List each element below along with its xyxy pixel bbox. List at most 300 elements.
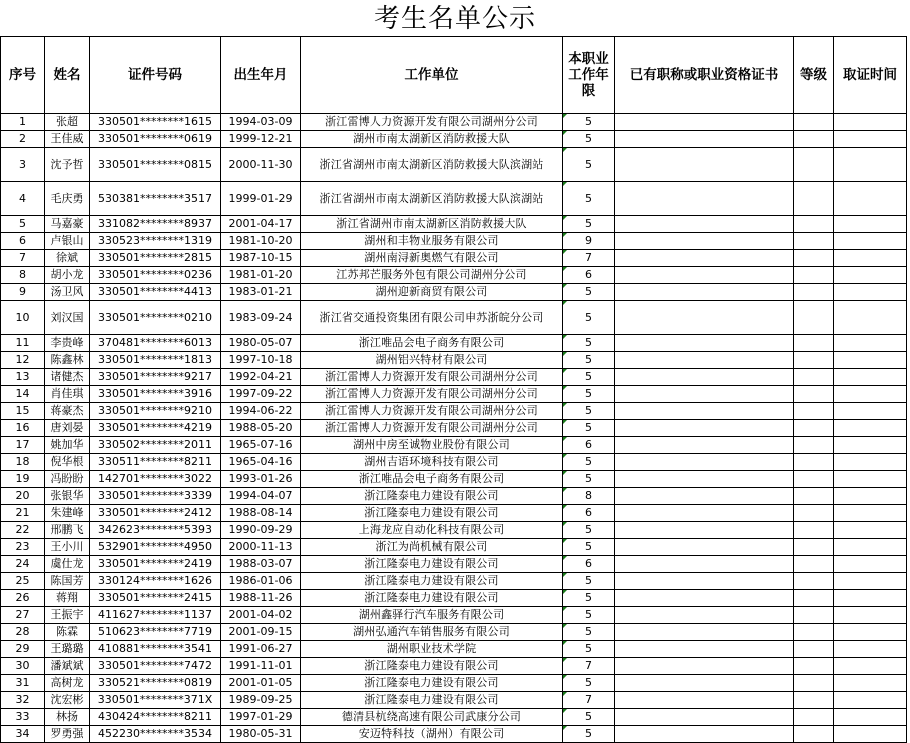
cell-unit[interactable]: 浙江省湖州市南太湖新区消防救援大队滨湖站: [301, 148, 563, 182]
cell-birth[interactable]: 1988-11-26: [221, 590, 301, 607]
cell-cert[interactable]: [615, 182, 794, 216]
cell-grade[interactable]: [794, 692, 834, 709]
cell-cert[interactable]: [615, 454, 794, 471]
cell-unit[interactable]: 浙江雷博人力资源开发有限公司湖州分公司: [301, 403, 563, 420]
cell-name[interactable]: 王小川: [45, 539, 90, 556]
cell-years[interactable]: 5: [563, 182, 615, 216]
cell-grade[interactable]: [794, 301, 834, 335]
cell-seq[interactable]: 11: [1, 335, 45, 352]
cell-name[interactable]: 张银华: [45, 488, 90, 505]
cell-id[interactable]: 530381********3517: [90, 182, 221, 216]
cell-grade[interactable]: [794, 709, 834, 726]
cell-cert-time[interactable]: [834, 420, 907, 437]
cell-cert[interactable]: [615, 369, 794, 386]
cell-birth[interactable]: 2000-11-30: [221, 148, 301, 182]
cell-seq[interactable]: 2: [1, 131, 45, 148]
cell-birth[interactable]: 1988-03-07: [221, 556, 301, 573]
cell-years[interactable]: 5: [563, 641, 615, 658]
cell-birth[interactable]: 1981-10-20: [221, 233, 301, 250]
cell-seq[interactable]: 15: [1, 403, 45, 420]
cell-birth[interactable]: 1994-06-22: [221, 403, 301, 420]
cell-seq[interactable]: 29: [1, 641, 45, 658]
cell-name[interactable]: 林扬: [45, 709, 90, 726]
cell-seq[interactable]: 18: [1, 454, 45, 471]
cell-grade[interactable]: [794, 641, 834, 658]
cell-unit[interactable]: 浙江隆泰电力建设有限公司: [301, 505, 563, 522]
cell-id[interactable]: 330501********4219: [90, 420, 221, 437]
header-years[interactable]: 本职业工作年限: [563, 37, 615, 114]
cell-grade[interactable]: [794, 284, 834, 301]
cell-id[interactable]: 411627********1137: [90, 607, 221, 624]
cell-id[interactable]: 331082********8937: [90, 216, 221, 233]
header-id[interactable]: 证件号码: [90, 37, 221, 114]
cell-cert-time[interactable]: [834, 233, 907, 250]
cell-id[interactable]: 510623********7719: [90, 624, 221, 641]
cell-grade[interactable]: [794, 335, 834, 352]
cell-grade[interactable]: [794, 233, 834, 250]
cell-name[interactable]: 毛庆勇: [45, 182, 90, 216]
cell-cert-time[interactable]: [834, 709, 907, 726]
cell-grade[interactable]: [794, 607, 834, 624]
cell-birth[interactable]: 1983-09-24: [221, 301, 301, 335]
cell-name[interactable]: 蒋翔: [45, 590, 90, 607]
cell-seq[interactable]: 17: [1, 437, 45, 454]
cell-unit[interactable]: 湖州鑫驿行汽车服务有限公司: [301, 607, 563, 624]
cell-unit[interactable]: 浙江隆泰电力建设有限公司: [301, 658, 563, 675]
cell-id[interactable]: 330501********2419: [90, 556, 221, 573]
cell-grade[interactable]: [794, 131, 834, 148]
cell-cert-time[interactable]: [834, 335, 907, 352]
cell-unit[interactable]: 湖州铝兴特材有限公司: [301, 352, 563, 369]
cell-cert-time[interactable]: [834, 607, 907, 624]
cell-seq[interactable]: 4: [1, 182, 45, 216]
cell-unit[interactable]: 湖州市南太湖新区消防救援大队: [301, 131, 563, 148]
header-birth[interactable]: 出生年月: [221, 37, 301, 114]
cell-name[interactable]: 虞仕龙: [45, 556, 90, 573]
cell-seq[interactable]: 30: [1, 658, 45, 675]
cell-grade[interactable]: [794, 658, 834, 675]
cell-birth[interactable]: 1991-06-27: [221, 641, 301, 658]
cell-seq[interactable]: 23: [1, 539, 45, 556]
cell-seq[interactable]: 34: [1, 726, 45, 743]
cell-unit[interactable]: 湖州职业技术学院: [301, 641, 563, 658]
cell-unit[interactable]: 湖州和丰物业服务有限公司: [301, 233, 563, 250]
cell-id[interactable]: 330523********1319: [90, 233, 221, 250]
header-name[interactable]: 姓名: [45, 37, 90, 114]
cell-unit[interactable]: 浙江雷博人力资源开发有限公司湖州分公司: [301, 386, 563, 403]
cell-cert[interactable]: [615, 624, 794, 641]
cell-birth[interactable]: 1997-09-22: [221, 386, 301, 403]
cell-id[interactable]: 330501********0815: [90, 148, 221, 182]
cell-cert[interactable]: [615, 437, 794, 454]
cell-cert-time[interactable]: [834, 471, 907, 488]
cell-id[interactable]: 330501********1813: [90, 352, 221, 369]
cell-years[interactable]: 5: [563, 573, 615, 590]
cell-years[interactable]: 9: [563, 233, 615, 250]
cell-years[interactable]: 7: [563, 250, 615, 267]
cell-birth[interactable]: 1965-04-16: [221, 454, 301, 471]
cell-seq[interactable]: 20: [1, 488, 45, 505]
cell-unit[interactable]: 浙江隆泰电力建设有限公司: [301, 573, 563, 590]
cell-cert[interactable]: [615, 216, 794, 233]
cell-grade[interactable]: [794, 488, 834, 505]
cell-seq[interactable]: 33: [1, 709, 45, 726]
cell-years[interactable]: 5: [563, 386, 615, 403]
cell-unit[interactable]: 浙江隆泰电力建设有限公司: [301, 488, 563, 505]
cell-id[interactable]: 330501********3916: [90, 386, 221, 403]
cell-birth[interactable]: 2000-11-13: [221, 539, 301, 556]
cell-birth[interactable]: 1990-09-29: [221, 522, 301, 539]
cell-cert[interactable]: [615, 658, 794, 675]
cell-birth[interactable]: 1988-05-20: [221, 420, 301, 437]
cell-name[interactable]: 诸健杰: [45, 369, 90, 386]
cell-years[interactable]: 5: [563, 335, 615, 352]
cell-grade[interactable]: [794, 573, 834, 590]
cell-id[interactable]: 330501********7472: [90, 658, 221, 675]
cell-grade[interactable]: [794, 471, 834, 488]
cell-cert-time[interactable]: [834, 148, 907, 182]
cell-name[interactable]: 胡小龙: [45, 267, 90, 284]
cell-id[interactable]: 370481********6013: [90, 335, 221, 352]
cell-cert-time[interactable]: [834, 301, 907, 335]
cell-seq[interactable]: 6: [1, 233, 45, 250]
cell-id[interactable]: 342623********5393: [90, 522, 221, 539]
cell-seq[interactable]: 10: [1, 301, 45, 335]
cell-id[interactable]: 410881********3541: [90, 641, 221, 658]
cell-grade[interactable]: [794, 267, 834, 284]
cell-years[interactable]: 5: [563, 114, 615, 131]
cell-grade[interactable]: [794, 403, 834, 420]
cell-cert-time[interactable]: [834, 556, 907, 573]
cell-seq[interactable]: 13: [1, 369, 45, 386]
cell-years[interactable]: 5: [563, 403, 615, 420]
cell-unit[interactable]: 浙江省湖州市南太湖新区消防救援大队滨湖站: [301, 182, 563, 216]
cell-birth[interactable]: 1989-09-25: [221, 692, 301, 709]
cell-cert-time[interactable]: [834, 658, 907, 675]
cell-cert[interactable]: [615, 386, 794, 403]
cell-cert-time[interactable]: [834, 726, 907, 743]
cell-birth[interactable]: 1980-05-07: [221, 335, 301, 352]
cell-cert[interactable]: [615, 403, 794, 420]
cell-cert[interactable]: [615, 267, 794, 284]
cell-name[interactable]: 肖佳琪: [45, 386, 90, 403]
cell-grade[interactable]: [794, 539, 834, 556]
cell-cert[interactable]: [615, 675, 794, 692]
cell-years[interactable]: 5: [563, 471, 615, 488]
cell-name[interactable]: 朱建峰: [45, 505, 90, 522]
cell-grade[interactable]: [794, 352, 834, 369]
cell-id[interactable]: 330511********8211: [90, 454, 221, 471]
cell-grade[interactable]: [794, 216, 834, 233]
cell-name[interactable]: 马嘉豪: [45, 216, 90, 233]
cell-seq[interactable]: 5: [1, 216, 45, 233]
cell-unit[interactable]: 浙江隆泰电力建设有限公司: [301, 590, 563, 607]
cell-seq[interactable]: 3: [1, 148, 45, 182]
cell-name[interactable]: 陈鑫林: [45, 352, 90, 369]
cell-birth[interactable]: 2001-01-05: [221, 675, 301, 692]
cell-name[interactable]: 沈予哲: [45, 148, 90, 182]
cell-cert-time[interactable]: [834, 284, 907, 301]
cell-cert-time[interactable]: [834, 624, 907, 641]
cell-years[interactable]: 5: [563, 216, 615, 233]
cell-grade[interactable]: [794, 726, 834, 743]
cell-cert-time[interactable]: [834, 369, 907, 386]
cell-years[interactable]: 5: [563, 709, 615, 726]
cell-cert[interactable]: [615, 726, 794, 743]
cell-grade[interactable]: [794, 624, 834, 641]
cell-id[interactable]: 330502********2011: [90, 437, 221, 454]
cell-years[interactable]: 5: [563, 590, 615, 607]
cell-years[interactable]: 6: [563, 437, 615, 454]
cell-unit[interactable]: 浙江雷博人力资源开发有限公司湖州分公司: [301, 369, 563, 386]
cell-years[interactable]: 6: [563, 267, 615, 284]
cell-cert-time[interactable]: [834, 505, 907, 522]
cell-cert[interactable]: [615, 148, 794, 182]
cell-grade[interactable]: [794, 182, 834, 216]
cell-name[interactable]: 王佳威: [45, 131, 90, 148]
cell-cert-time[interactable]: [834, 216, 907, 233]
cell-cert[interactable]: [615, 488, 794, 505]
cell-id[interactable]: 330501********0210: [90, 301, 221, 335]
cell-name[interactable]: 陈国芳: [45, 573, 90, 590]
cell-name[interactable]: 姚加华: [45, 437, 90, 454]
cell-years[interactable]: 5: [563, 420, 615, 437]
cell-cert-time[interactable]: [834, 488, 907, 505]
cell-grade[interactable]: [794, 386, 834, 403]
cell-cert[interactable]: [615, 131, 794, 148]
cell-id[interactable]: 330501********0236: [90, 267, 221, 284]
cell-cert[interactable]: [615, 607, 794, 624]
cell-unit[interactable]: 浙江省交通投资集团有限公司申苏浙皖分公司: [301, 301, 563, 335]
cell-unit[interactable]: 浙江雷博人力资源开发有限公司湖州分公司: [301, 420, 563, 437]
cell-years[interactable]: 5: [563, 522, 615, 539]
cell-unit[interactable]: 浙江省湖州市南太湖新区消防救援大队: [301, 216, 563, 233]
cell-name[interactable]: 徐斌: [45, 250, 90, 267]
cell-grade[interactable]: [794, 114, 834, 131]
cell-years[interactable]: 8: [563, 488, 615, 505]
cell-id[interactable]: 532901********4950: [90, 539, 221, 556]
cell-years[interactable]: 5: [563, 624, 615, 641]
cell-unit[interactable]: 浙江隆泰电力建设有限公司: [301, 675, 563, 692]
cell-cert[interactable]: [615, 709, 794, 726]
cell-birth[interactable]: 1986-01-06: [221, 573, 301, 590]
cell-seq[interactable]: 26: [1, 590, 45, 607]
cell-years[interactable]: 5: [563, 539, 615, 556]
cell-unit[interactable]: 德清县杭绕高速有限公司武康分公司: [301, 709, 563, 726]
cell-id[interactable]: 330501********4413: [90, 284, 221, 301]
cell-seq[interactable]: 14: [1, 386, 45, 403]
cell-cert-time[interactable]: [834, 522, 907, 539]
cell-cert[interactable]: [615, 301, 794, 335]
cell-seq[interactable]: 7: [1, 250, 45, 267]
cell-id[interactable]: 330501********3339: [90, 488, 221, 505]
cell-grade[interactable]: [794, 437, 834, 454]
cell-name[interactable]: 唐刘晏: [45, 420, 90, 437]
cell-grade[interactable]: [794, 148, 834, 182]
cell-birth[interactable]: 2001-04-02: [221, 607, 301, 624]
header-unit[interactable]: 工作单位: [301, 37, 563, 114]
cell-name[interactable]: 高树龙: [45, 675, 90, 692]
cell-seq[interactable]: 28: [1, 624, 45, 641]
cell-cert-time[interactable]: [834, 386, 907, 403]
cell-id[interactable]: 330501********2415: [90, 590, 221, 607]
cell-cert[interactable]: [615, 692, 794, 709]
cell-birth[interactable]: 1988-08-14: [221, 505, 301, 522]
cell-cert[interactable]: [615, 539, 794, 556]
cell-unit[interactable]: 浙江唯品会电子商务有限公司: [301, 471, 563, 488]
cell-unit[interactable]: 湖州南浔新奥燃气有限公司: [301, 250, 563, 267]
cell-seq[interactable]: 8: [1, 267, 45, 284]
cell-birth[interactable]: 1994-03-09: [221, 114, 301, 131]
cell-grade[interactable]: [794, 250, 834, 267]
cell-cert-time[interactable]: [834, 539, 907, 556]
cell-seq[interactable]: 25: [1, 573, 45, 590]
cell-birth[interactable]: 1965-07-16: [221, 437, 301, 454]
cell-unit[interactable]: 上海龙应自动化科技有限公司: [301, 522, 563, 539]
cell-seq[interactable]: 21: [1, 505, 45, 522]
cell-grade[interactable]: [794, 522, 834, 539]
cell-cert-time[interactable]: [834, 403, 907, 420]
cell-unit[interactable]: 浙江隆泰电力建设有限公司: [301, 556, 563, 573]
cell-grade[interactable]: [794, 454, 834, 471]
cell-cert-time[interactable]: [834, 114, 907, 131]
cell-id[interactable]: 142701********3022: [90, 471, 221, 488]
cell-birth[interactable]: 1994-04-07: [221, 488, 301, 505]
cell-cert[interactable]: [615, 471, 794, 488]
cell-name[interactable]: 卢银山: [45, 233, 90, 250]
cell-cert-time[interactable]: [834, 675, 907, 692]
cell-id[interactable]: 330501********1615: [90, 114, 221, 131]
cell-cert-time[interactable]: [834, 250, 907, 267]
cell-years[interactable]: 5: [563, 726, 615, 743]
cell-cert[interactable]: [615, 522, 794, 539]
cell-name[interactable]: 罗勇强: [45, 726, 90, 743]
cell-id[interactable]: 330501********2815: [90, 250, 221, 267]
cell-grade[interactable]: [794, 556, 834, 573]
cell-grade[interactable]: [794, 369, 834, 386]
cell-cert-time[interactable]: [834, 437, 907, 454]
cell-cert-time[interactable]: [834, 641, 907, 658]
cell-birth[interactable]: 1993-01-26: [221, 471, 301, 488]
cell-name[interactable]: 李贵峰: [45, 335, 90, 352]
cell-unit[interactable]: 浙江为尚机械有限公司: [301, 539, 563, 556]
cell-unit[interactable]: 湖州中房至诚物业股份有限公司: [301, 437, 563, 454]
cell-id[interactable]: 452230********3534: [90, 726, 221, 743]
cell-seq[interactable]: 32: [1, 692, 45, 709]
cell-cert[interactable]: [615, 573, 794, 590]
cell-cert[interactable]: [615, 556, 794, 573]
cell-id[interactable]: 330124********1626: [90, 573, 221, 590]
cell-cert-time[interactable]: [834, 573, 907, 590]
cell-grade[interactable]: [794, 505, 834, 522]
cell-seq[interactable]: 31: [1, 675, 45, 692]
cell-id[interactable]: 330501********0619: [90, 131, 221, 148]
cell-unit[interactable]: 湖州迎新商贸有限公司: [301, 284, 563, 301]
cell-birth[interactable]: 2001-04-17: [221, 216, 301, 233]
cell-years[interactable]: 5: [563, 131, 615, 148]
cell-cert[interactable]: [615, 590, 794, 607]
cell-grade[interactable]: [794, 675, 834, 692]
cell-unit[interactable]: 安迈特科技（湖州）有限公司: [301, 726, 563, 743]
cell-id[interactable]: 330501********9210: [90, 403, 221, 420]
cell-unit[interactable]: 湖州弘通汽车销售服务有限公司: [301, 624, 563, 641]
cell-years[interactable]: 5: [563, 301, 615, 335]
cell-grade[interactable]: [794, 590, 834, 607]
cell-birth[interactable]: 1997-10-18: [221, 352, 301, 369]
cell-seq[interactable]: 27: [1, 607, 45, 624]
cell-birth[interactable]: 1981-01-20: [221, 267, 301, 284]
cell-cert-time[interactable]: [834, 267, 907, 284]
cell-cert-time[interactable]: [834, 352, 907, 369]
cell-cert-time[interactable]: [834, 454, 907, 471]
cell-birth[interactable]: 1987-10-15: [221, 250, 301, 267]
cell-cert[interactable]: [615, 335, 794, 352]
cell-years[interactable]: 5: [563, 284, 615, 301]
cell-birth[interactable]: 1997-01-29: [221, 709, 301, 726]
cell-name[interactable]: 潘斌斌: [45, 658, 90, 675]
cell-cert-time[interactable]: [834, 590, 907, 607]
cell-seq[interactable]: 1: [1, 114, 45, 131]
cell-cert[interactable]: [615, 641, 794, 658]
cell-seq[interactable]: 19: [1, 471, 45, 488]
cell-unit[interactable]: 浙江隆泰电力建设有限公司: [301, 692, 563, 709]
cell-seq[interactable]: 12: [1, 352, 45, 369]
header-seq[interactable]: 序号: [1, 37, 45, 114]
cell-years[interactable]: 5: [563, 675, 615, 692]
cell-cert[interactable]: [615, 420, 794, 437]
cell-id[interactable]: 330501********371X: [90, 692, 221, 709]
cell-seq[interactable]: 16: [1, 420, 45, 437]
cell-seq[interactable]: 24: [1, 556, 45, 573]
cell-birth[interactable]: 1991-11-01: [221, 658, 301, 675]
cell-seq[interactable]: 22: [1, 522, 45, 539]
cell-years[interactable]: 6: [563, 505, 615, 522]
cell-years[interactable]: 5: [563, 148, 615, 182]
cell-name[interactable]: 刘汉国: [45, 301, 90, 335]
cell-birth[interactable]: 1992-04-21: [221, 369, 301, 386]
cell-id[interactable]: 330521********0819: [90, 675, 221, 692]
cell-name[interactable]: 王璐璐: [45, 641, 90, 658]
cell-name[interactable]: 张超: [45, 114, 90, 131]
cell-name[interactable]: 倪华根: [45, 454, 90, 471]
cell-cert-time[interactable]: [834, 131, 907, 148]
cell-unit[interactable]: 浙江唯品会电子商务有限公司: [301, 335, 563, 352]
cell-cert[interactable]: [615, 505, 794, 522]
cell-name[interactable]: 邢鹏飞: [45, 522, 90, 539]
cell-cert-time[interactable]: [834, 692, 907, 709]
cell-years[interactable]: 7: [563, 692, 615, 709]
cell-unit[interactable]: 浙江雷博人力资源开发有限公司湖州分公司: [301, 114, 563, 131]
cell-id[interactable]: 430424********8211: [90, 709, 221, 726]
cell-birth[interactable]: 1999-01-29: [221, 182, 301, 216]
cell-birth[interactable]: 1999-12-21: [221, 131, 301, 148]
cell-cert[interactable]: [615, 233, 794, 250]
cell-name[interactable]: 陈霖: [45, 624, 90, 641]
cell-name[interactable]: 沈宏彬: [45, 692, 90, 709]
cell-birth[interactable]: 1983-01-21: [221, 284, 301, 301]
cell-name[interactable]: 王振宇: [45, 607, 90, 624]
cell-birth[interactable]: 1980-05-31: [221, 726, 301, 743]
cell-id[interactable]: 330501********9217: [90, 369, 221, 386]
cell-cert[interactable]: [615, 114, 794, 131]
header-cert-time[interactable]: 取证时间: [834, 37, 907, 114]
cell-years[interactable]: 5: [563, 369, 615, 386]
cell-cert[interactable]: [615, 250, 794, 267]
cell-unit[interactable]: 江苏邦芒服务外包有限公司湖州分公司: [301, 267, 563, 284]
cell-birth[interactable]: 2001-09-15: [221, 624, 301, 641]
cell-years[interactable]: 5: [563, 607, 615, 624]
header-cert[interactable]: 已有职称或职业资格证书: [615, 37, 794, 114]
